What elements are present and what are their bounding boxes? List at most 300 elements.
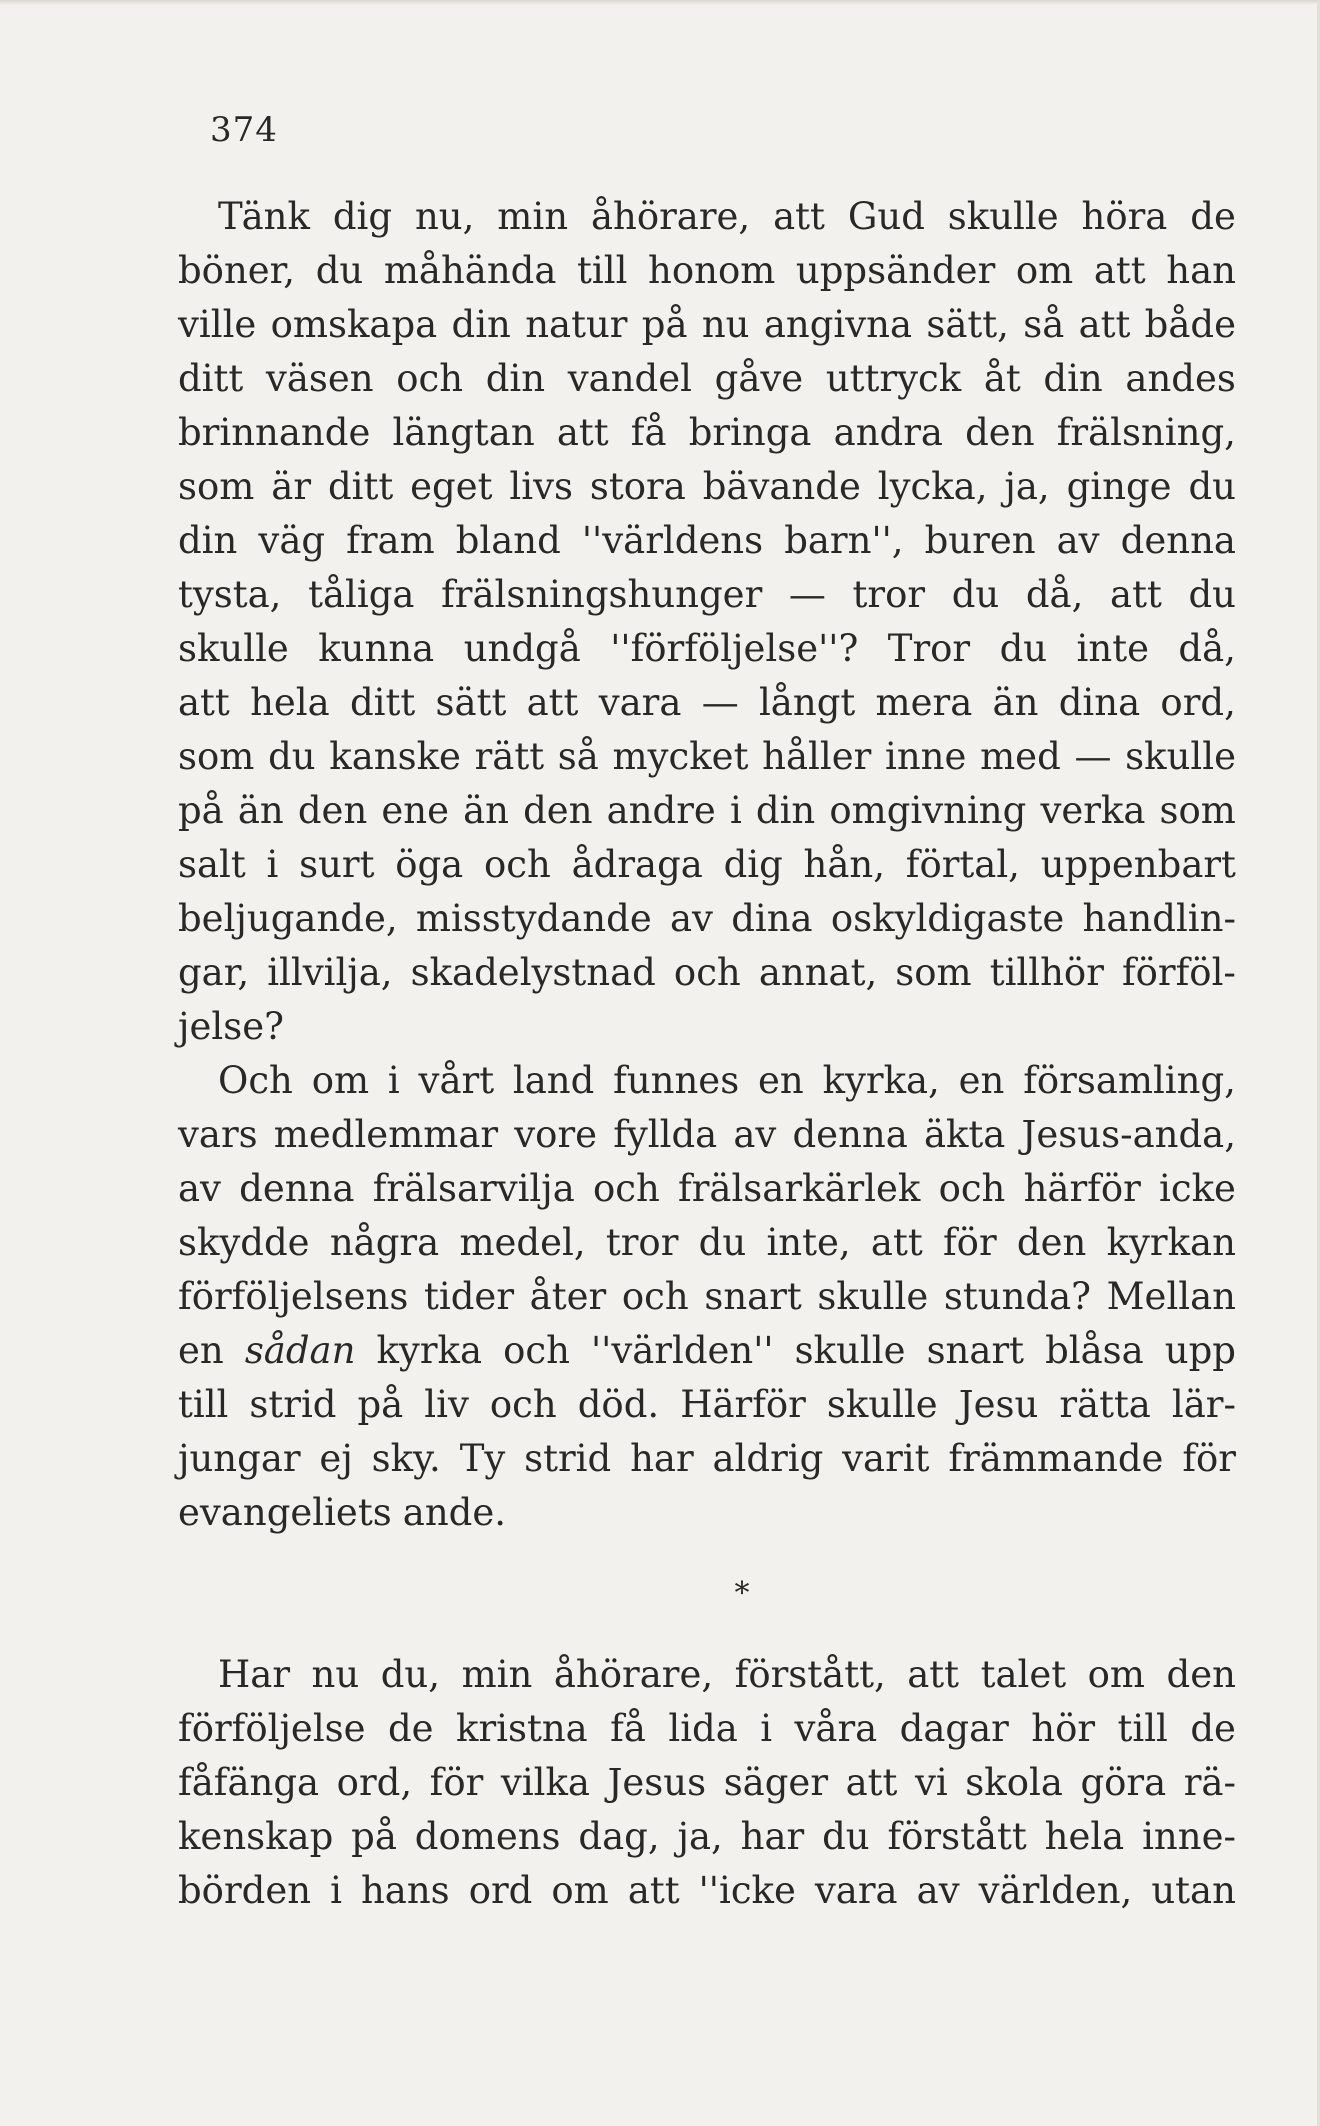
word: omgivning (829, 789, 1027, 832)
word: dig (723, 843, 783, 886)
word: skulle (826, 1383, 938, 1426)
word: längtan (392, 411, 535, 454)
word: den (1016, 1221, 1087, 1264)
word: förföl- (1121, 951, 1236, 994)
word: kyrka, (822, 1059, 940, 1102)
word: för (1182, 1437, 1236, 1480)
word: nu (701, 303, 750, 346)
word: min (497, 195, 569, 238)
word: att (526, 681, 579, 724)
text-line (178, 676, 1236, 730)
word: förföljelse (178, 1707, 366, 1750)
word: främmande (948, 1437, 1164, 1480)
word: börden (178, 1869, 312, 1912)
word: som (895, 951, 972, 994)
text-line (178, 1108, 1236, 1162)
word: ''förföljelse''? (610, 627, 859, 670)
text-line (178, 1486, 1236, 1540)
word: ord (468, 1869, 533, 1912)
word: dina (731, 897, 813, 940)
word: utan (1151, 1869, 1236, 1912)
word: håller (762, 735, 872, 778)
word: ja, (677, 1815, 723, 1858)
text-line (178, 1864, 1236, 1918)
text-line (178, 1648, 1236, 1702)
word: vore (514, 1113, 598, 1156)
word: denna (792, 1113, 908, 1156)
word: upp (1164, 1329, 1236, 1372)
word: att (1093, 249, 1146, 292)
text-section-before-separator (178, 190, 1236, 1540)
text-line (178, 838, 1236, 892)
word: strid (524, 1437, 612, 1480)
word: en (958, 1059, 1005, 1102)
word: dig (332, 195, 393, 238)
word: jungar (178, 1437, 301, 1480)
word: lida (668, 1707, 738, 1750)
word: ord, (1160, 681, 1236, 724)
word: än (237, 789, 284, 832)
text-line (178, 1000, 1236, 1054)
word: din (1043, 357, 1103, 400)
word: av (916, 1869, 960, 1912)
word: och (621, 1275, 689, 1318)
word: tysta, (178, 573, 282, 616)
word: och (503, 1329, 570, 1372)
word: till (178, 1383, 229, 1426)
word: med (980, 735, 1061, 778)
word: frälsarkärlek (678, 1167, 921, 1210)
word: land (512, 1059, 595, 1102)
word: död. (577, 1383, 660, 1426)
word: väg (258, 519, 326, 562)
word: inne- (1142, 1815, 1236, 1858)
word: till (1117, 1707, 1168, 1750)
word: din (178, 519, 238, 562)
word: honom (648, 249, 776, 292)
word: ginge (1066, 465, 1172, 508)
word: ene (381, 789, 450, 832)
word: tror (852, 573, 926, 616)
word: hela (250, 681, 330, 724)
word: säger (723, 1761, 829, 1804)
word: omskapa (270, 303, 438, 346)
word: handlin- (1082, 897, 1236, 940)
word: nu, (414, 195, 475, 238)
word: — (1074, 735, 1112, 778)
word: jelse? (178, 1005, 284, 1048)
word: våra (794, 1707, 878, 1750)
word: uppenbart (1040, 843, 1236, 886)
word: gar, (178, 951, 250, 994)
word: du (698, 1221, 747, 1264)
word: har (740, 1815, 805, 1858)
word: åhörare, (553, 1653, 714, 1696)
section-separator-asterisk: * (734, 1576, 750, 1611)
word: i (266, 843, 279, 886)
word: i (760, 1707, 773, 1750)
word: få (630, 411, 667, 454)
word: kyrkan (1106, 1221, 1236, 1264)
word: du (268, 735, 316, 778)
word: och (396, 357, 464, 400)
text-line (178, 244, 1236, 298)
word: Ty (459, 1437, 506, 1480)
word: lär- (1171, 1383, 1236, 1426)
word: fåfänga (178, 1761, 320, 1804)
word: din (755, 789, 816, 832)
word: förföljelsens (178, 1275, 409, 1318)
word: Tänk (218, 195, 310, 238)
text-line (178, 1054, 1236, 1108)
word: vara (814, 1869, 898, 1912)
word: en (178, 1329, 224, 1372)
word: salt (178, 843, 246, 886)
word: och (484, 843, 551, 886)
word: sätt, (926, 303, 1009, 346)
word: inte (1076, 627, 1149, 670)
word: de (1190, 1707, 1236, 1750)
word: världen, (978, 1869, 1133, 1912)
text-line (178, 460, 1236, 514)
text-line (178, 1432, 1236, 1486)
word: av (1056, 519, 1100, 562)
word: tillhör (989, 951, 1104, 994)
word: tåliga (308, 573, 415, 616)
word: ord, (336, 1761, 413, 1804)
word: aldrig (712, 1437, 824, 1480)
word: den (1166, 1653, 1236, 1696)
word: skulle (1125, 735, 1236, 778)
word: vi (914, 1761, 948, 1804)
word: liv (424, 1383, 469, 1426)
word: att (178, 681, 230, 724)
word: min (461, 1653, 533, 1696)
word: väsen (265, 357, 374, 400)
word: gåve (714, 357, 804, 400)
text-section-after-separator (178, 1648, 1236, 1918)
word: av (669, 897, 713, 940)
word: inte, (766, 1221, 851, 1264)
text-line (178, 352, 1236, 406)
word: sätt (435, 681, 507, 724)
word: i (387, 1059, 400, 1102)
word: andes (1125, 357, 1236, 400)
word: långt (758, 681, 856, 724)
text-line (178, 406, 1236, 460)
word: sådan (244, 1329, 356, 1372)
text-line (178, 1270, 1236, 1324)
word: rä- (1183, 1761, 1236, 1804)
word: funnes (613, 1059, 740, 1102)
word: uttryck (825, 357, 962, 400)
word: evangeliets (178, 1491, 392, 1534)
word: Jesus (607, 1761, 707, 1804)
word: skydde (178, 1221, 310, 1264)
word: Har (218, 1653, 291, 1696)
word: lycka, (877, 465, 988, 508)
word: på (351, 1815, 397, 1858)
word: härför (1023, 1167, 1141, 1210)
word: — (701, 681, 739, 724)
text-line (178, 946, 1236, 1000)
word: och (489, 1383, 557, 1426)
word: Gud (847, 195, 925, 238)
word: kyrka (376, 1329, 483, 1372)
word: strid (249, 1383, 337, 1426)
word: mera (875, 681, 973, 724)
word: och (593, 1167, 660, 1210)
word: Tror (887, 627, 971, 670)
word: bävande (702, 465, 861, 508)
text-line (178, 1378, 1236, 1432)
word: göra (1080, 1761, 1167, 1804)
word: vårt (418, 1059, 495, 1102)
text-line (178, 892, 1236, 946)
word: förstått (887, 1815, 1027, 1858)
word: så (1023, 303, 1065, 346)
text-line (178, 730, 1236, 784)
word: vars (178, 1113, 258, 1156)
word: att (556, 411, 609, 454)
word: ''världen'' (591, 1329, 774, 1372)
word: ditt (327, 465, 394, 508)
word: och (938, 1167, 1006, 1210)
word: undgå (463, 627, 581, 670)
text-line (178, 1324, 1236, 1378)
word: uppsänder (795, 249, 996, 292)
word: församling, (1023, 1059, 1236, 1102)
word: till (577, 249, 628, 292)
word: på (178, 789, 224, 832)
word: rätta (1059, 1383, 1151, 1426)
word: du (951, 573, 1000, 616)
word: andre (606, 789, 716, 832)
word: surt (299, 843, 375, 886)
word: ja, (1004, 465, 1050, 508)
word: — (788, 573, 826, 616)
word: annat, (758, 951, 878, 994)
word: åhörare, (590, 195, 751, 238)
word: höra (1081, 195, 1168, 238)
word: du, (380, 1653, 441, 1696)
word: dina (1058, 681, 1141, 724)
word: att (907, 1653, 960, 1696)
word: ditt (349, 681, 416, 724)
word: en (758, 1059, 804, 1102)
word: då, (1178, 627, 1236, 670)
word: Jesu (958, 1383, 1039, 1426)
word: stunda? (943, 1275, 1091, 1318)
word: är (271, 465, 312, 508)
text-line (178, 1702, 1236, 1756)
word: domens (414, 1815, 561, 1858)
word: böner, (178, 249, 296, 292)
word: du (1188, 573, 1236, 616)
word: måhända (383, 249, 557, 292)
word: av (178, 1167, 221, 1210)
page-number: 374 (210, 110, 278, 150)
text-line (178, 1216, 1236, 1270)
word: frälsning, (1056, 411, 1236, 454)
word: inne (885, 735, 967, 778)
word: talet (980, 1653, 1067, 1696)
word: att (1078, 303, 1131, 346)
word: stora (589, 465, 686, 508)
word: om (311, 1059, 370, 1102)
text-line (178, 784, 1236, 838)
word: eget (410, 465, 493, 508)
word: skulle (817, 1275, 929, 1318)
word: du (999, 627, 1048, 670)
word: hör (1031, 1707, 1096, 1750)
word: Och (218, 1059, 293, 1102)
word: misstydande (415, 897, 652, 940)
word: ville (178, 303, 257, 346)
word: tror (605, 1221, 679, 1264)
word: så (557, 735, 599, 778)
word: av (733, 1113, 777, 1156)
word: varit (842, 1437, 930, 1480)
word: snart (926, 1329, 1024, 1372)
word: ådraga (571, 843, 703, 886)
word: de (1190, 195, 1236, 238)
word: kunna (318, 627, 435, 670)
text-line (178, 1756, 1236, 1810)
text-line (178, 298, 1236, 352)
word: har (630, 1437, 694, 1480)
word: i (729, 789, 742, 832)
word: skulle (947, 195, 1059, 238)
word: du (822, 1815, 870, 1858)
word: både (1144, 303, 1236, 346)
word: några (329, 1221, 440, 1264)
word: skola (965, 1761, 1063, 1804)
word: den (965, 411, 1035, 454)
word: Jesus-anda, (1021, 1113, 1236, 1156)
word: oskyldigaste (830, 897, 1065, 940)
word: bringa (688, 411, 812, 454)
word: att (845, 1761, 898, 1804)
word: du (315, 249, 364, 292)
word: skadelystnad (410, 951, 656, 994)
word: andra (833, 411, 943, 454)
word: förtal, (905, 843, 1020, 886)
text-line (178, 1162, 1236, 1216)
word: förstått, (734, 1653, 886, 1696)
word: Mellan (1106, 1275, 1236, 1318)
word: än (463, 789, 510, 832)
word: tider (424, 1275, 515, 1318)
word: att (1110, 573, 1162, 616)
word: din (451, 303, 511, 346)
word: skulle (794, 1329, 906, 1372)
text-line (178, 622, 1236, 676)
text-line (178, 190, 1236, 244)
word: brinnande (178, 411, 371, 454)
word: snart (704, 1275, 802, 1318)
word: om (1015, 249, 1074, 292)
word: livs (509, 465, 573, 508)
word: Härför (680, 1383, 806, 1426)
word: mycket (612, 735, 749, 778)
word: de (388, 1707, 434, 1750)
word: barn'', (784, 519, 904, 562)
word: hans (360, 1869, 450, 1912)
word: illvilja, (267, 951, 393, 994)
word: kristna (456, 1707, 588, 1750)
text-line (178, 514, 1236, 568)
word: åter (529, 1275, 607, 1318)
word: han (1166, 249, 1236, 292)
word: än (992, 681, 1039, 724)
word: kenskap (178, 1815, 334, 1858)
word: blåsa (1045, 1329, 1144, 1372)
word: att (773, 195, 825, 238)
word: äkta (923, 1113, 1006, 1156)
page-top-edge (0, 0, 1320, 5)
word: om (551, 1869, 609, 1912)
word: icke (1159, 1167, 1236, 1210)
word: i (330, 1869, 342, 1912)
word: medlemmar (273, 1113, 499, 1156)
word: få (610, 1707, 646, 1750)
word: ande. (402, 1491, 507, 1534)
word: hela (1044, 1815, 1125, 1858)
word: ''icke (698, 1869, 796, 1912)
word: hån, (803, 843, 886, 886)
word: på (641, 303, 688, 346)
word: vilka (500, 1761, 590, 1804)
word: då, (1025, 573, 1084, 616)
word: som (1159, 789, 1236, 832)
word: att (870, 1221, 923, 1264)
word: bland (455, 519, 561, 562)
word: att (627, 1869, 680, 1912)
word: natur (525, 303, 628, 346)
word: om (1087, 1653, 1146, 1696)
word: buren (924, 519, 1036, 562)
word: denna (1120, 519, 1236, 562)
word: fyllda (613, 1113, 718, 1156)
word: ej (319, 1437, 353, 1480)
word: denna (239, 1167, 355, 1210)
word: öga (395, 843, 464, 886)
word: rätt (474, 735, 545, 778)
word: vandel (567, 357, 692, 400)
word: kanske (329, 735, 461, 778)
word: fram (346, 519, 435, 562)
word: för (942, 1221, 997, 1264)
word: för (429, 1761, 484, 1804)
word: skulle (178, 627, 289, 670)
word: nu (311, 1653, 360, 1696)
text-line (178, 568, 1236, 622)
word: den (523, 789, 593, 832)
word: vara (598, 681, 682, 724)
word: du (1188, 465, 1236, 508)
word: dag, (578, 1815, 660, 1858)
word: frälsarvilja (372, 1167, 575, 1210)
word: beljugande, (178, 897, 398, 940)
word: dagar (899, 1707, 1009, 1750)
body-text (178, 190, 1236, 1918)
word: den (297, 789, 368, 832)
word: medel, (459, 1221, 586, 1264)
word: ''världens (581, 519, 764, 562)
word: angivna (763, 303, 913, 346)
word: sky. (371, 1437, 441, 1480)
